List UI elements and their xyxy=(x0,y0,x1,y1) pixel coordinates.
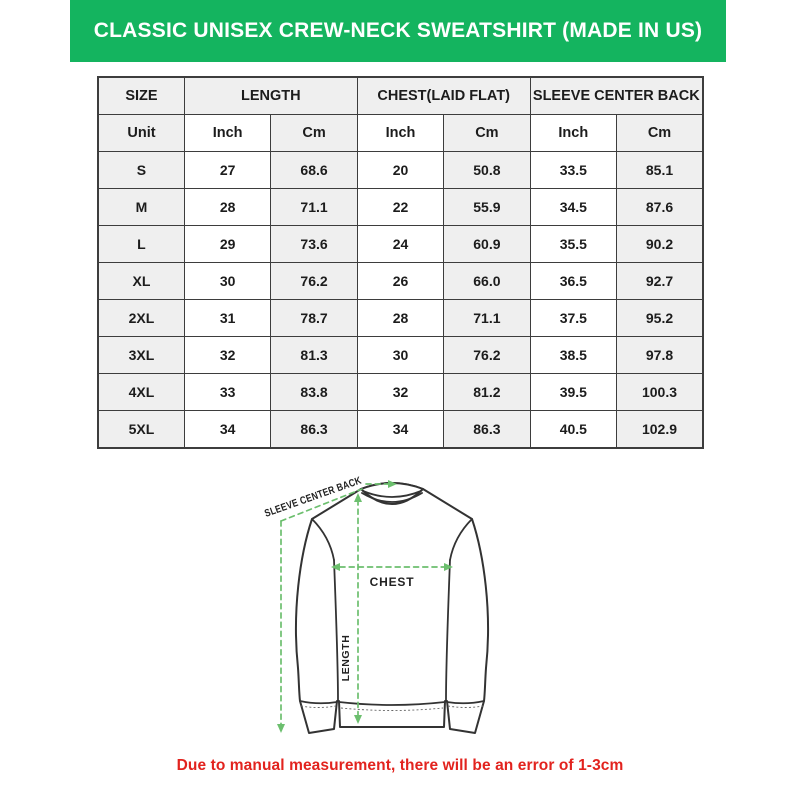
table-unit-row xyxy=(98,115,703,152)
col-group-header: CHEST(LAID FLAT) xyxy=(357,77,530,115)
size-label-cell: L xyxy=(98,226,184,263)
size-label-cell: XL xyxy=(98,263,184,300)
size-value-cell: 33.5 xyxy=(530,152,616,189)
size-value-cell: 71.1 xyxy=(444,300,530,337)
size-value-cell: 24 xyxy=(357,226,443,263)
size-value-cell: 32 xyxy=(184,337,270,374)
size-value-cell: 34 xyxy=(357,411,443,449)
unit-header-cell: Inch xyxy=(184,115,270,152)
table-row xyxy=(98,300,703,337)
size-label-cell: 5XL xyxy=(98,411,184,449)
unit-header-cell: Cm xyxy=(271,115,357,152)
size-value-cell: 36.5 xyxy=(530,263,616,300)
sweatshirt-measurement-diagram xyxy=(230,455,570,760)
size-value-cell: 35.5 xyxy=(530,226,616,263)
size-value-cell: 90.2 xyxy=(617,226,703,263)
unit-header-cell: Inch xyxy=(357,115,443,152)
size-value-cell: 92.7 xyxy=(617,263,703,300)
size-value-cell: 27 xyxy=(184,152,270,189)
size-value-cell: 20 xyxy=(357,152,443,189)
size-value-cell: 55.9 xyxy=(444,189,530,226)
size-value-cell: 28 xyxy=(357,300,443,337)
size-table xyxy=(97,76,704,449)
size-value-cell: 86.3 xyxy=(444,411,530,449)
size-value-cell: 100.3 xyxy=(617,374,703,411)
size-value-cell: 28 xyxy=(184,189,270,226)
unit-header-cell: Inch xyxy=(530,115,616,152)
size-value-cell: 50.8 xyxy=(444,152,530,189)
size-value-cell: 83.8 xyxy=(271,374,357,411)
size-value-cell: 60.9 xyxy=(444,226,530,263)
col-group-header: LENGTH xyxy=(184,77,357,115)
col-group-header: SIZE xyxy=(98,77,184,115)
size-value-cell: 81.2 xyxy=(444,374,530,411)
length-label: LENGTH xyxy=(340,634,352,682)
size-value-cell: 78.7 xyxy=(271,300,357,337)
size-label-cell: 2XL xyxy=(98,300,184,337)
size-value-cell: 85.1 xyxy=(617,152,703,189)
size-value-cell: 32 xyxy=(357,374,443,411)
table-group-header-row xyxy=(98,77,703,115)
sweatshirt-outline-icon xyxy=(296,483,488,733)
sleeve-center-back-label: SLEEVE CENTER BACK xyxy=(262,466,386,520)
measurement-error-note: Due to manual measurement, there will be an error of 1-3cm xyxy=(176,757,624,774)
size-label-cell: M xyxy=(98,189,184,226)
unit-header-cell: Cm xyxy=(444,115,530,152)
size-value-cell: 87.6 xyxy=(617,189,703,226)
size-value-cell: 31 xyxy=(184,300,270,337)
size-label-cell: 3XL xyxy=(98,337,184,374)
size-value-cell: 81.3 xyxy=(271,337,357,374)
size-value-cell: 30 xyxy=(357,337,443,374)
size-value-cell: 73.6 xyxy=(271,226,357,263)
size-value-cell: 68.6 xyxy=(271,152,357,189)
table-row xyxy=(98,374,703,411)
size-value-cell: 66.0 xyxy=(444,263,530,300)
table-row xyxy=(98,226,703,263)
size-value-cell: 30 xyxy=(184,263,270,300)
size-label-cell: S xyxy=(98,152,184,189)
size-value-cell: 29 xyxy=(184,226,270,263)
size-value-cell: 34.5 xyxy=(530,189,616,226)
size-value-cell: 95.2 xyxy=(617,300,703,337)
table-row xyxy=(98,337,703,374)
size-value-cell: 76.2 xyxy=(271,263,357,300)
table-row xyxy=(98,263,703,300)
size-value-cell: 76.2 xyxy=(444,337,530,374)
table-row xyxy=(98,152,703,189)
size-value-cell: 102.9 xyxy=(617,411,703,449)
size-value-cell: 71.1 xyxy=(271,189,357,226)
table-row xyxy=(98,411,703,449)
page-title: CLASSIC UNISEX CREW-NECK SWEATSHIRT (MADE IN US) xyxy=(93,19,703,42)
size-value-cell: 34 xyxy=(184,411,270,449)
size-value-cell: 26 xyxy=(357,263,443,300)
size-value-cell: 40.5 xyxy=(530,411,616,449)
size-table-head xyxy=(98,77,703,152)
size-value-cell: 33 xyxy=(184,374,270,411)
size-value-cell: 37.5 xyxy=(530,300,616,337)
chest-label: CHEST xyxy=(369,575,415,589)
size-value-cell: 22 xyxy=(357,189,443,226)
table-row xyxy=(98,189,703,226)
size-value-cell: 86.3 xyxy=(271,411,357,449)
unit-header-cell: Cm xyxy=(617,115,703,152)
size-value-cell: 38.5 xyxy=(530,337,616,374)
title-banner xyxy=(70,0,726,62)
size-value-cell: 39.5 xyxy=(530,374,616,411)
unit-header-cell: Unit xyxy=(98,115,184,152)
size-label-cell: 4XL xyxy=(98,374,184,411)
size-table-body xyxy=(98,152,703,449)
col-group-header: SLEEVE CENTER BACK xyxy=(530,77,703,115)
size-value-cell: 97.8 xyxy=(617,337,703,374)
